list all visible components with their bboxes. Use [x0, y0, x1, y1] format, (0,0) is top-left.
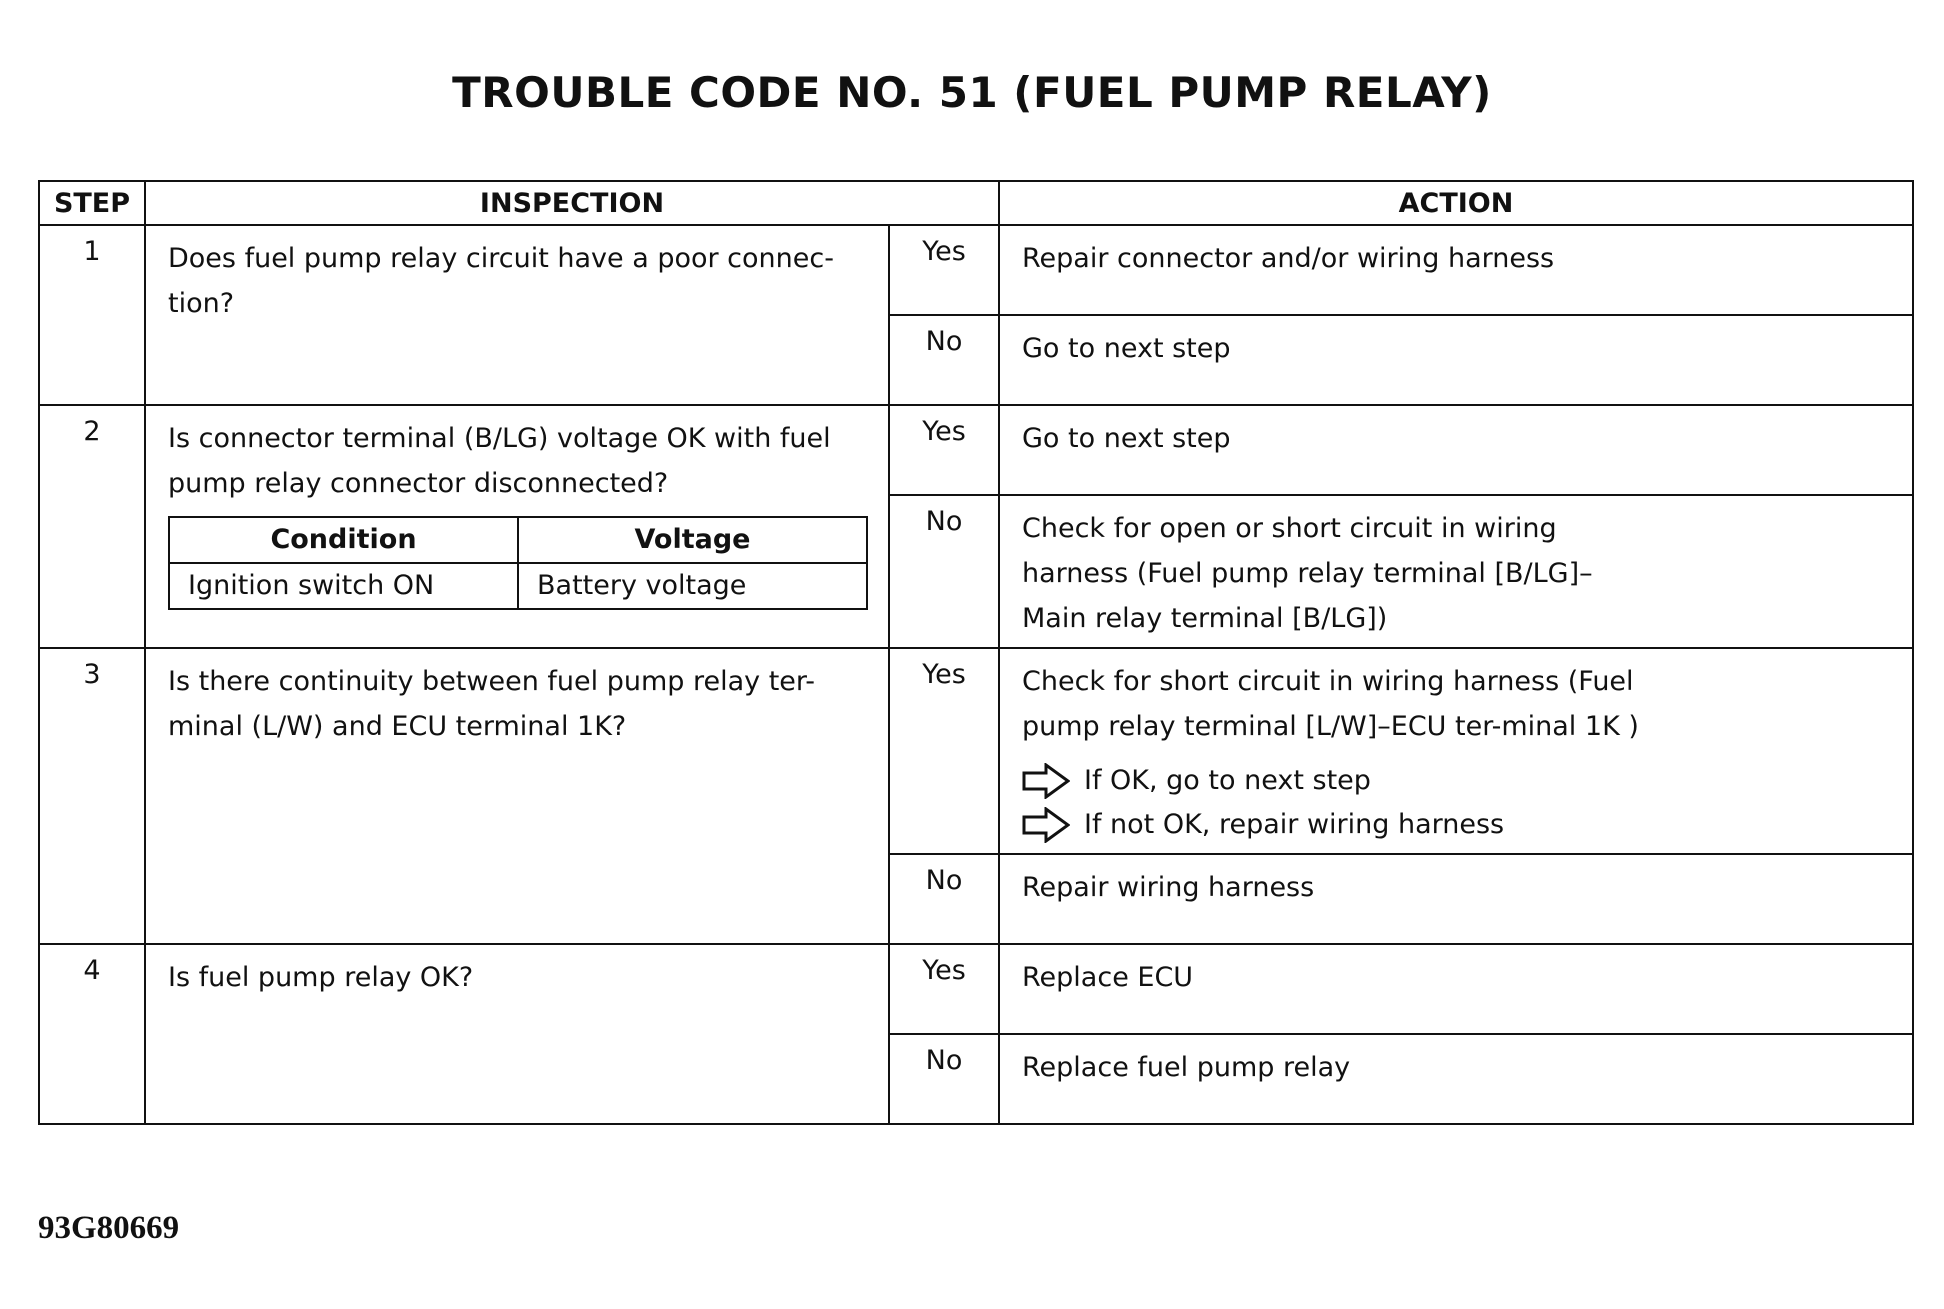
no-action: Replace fuel pump relay — [999, 1034, 1913, 1124]
condition-header: Condition — [169, 517, 518, 563]
header-action: ACTION — [999, 181, 1913, 225]
voltage-value: Battery voltage — [518, 563, 867, 609]
header-step: STEP — [39, 181, 145, 225]
yes-action-text: Check for short circuit in wiring harness (Fuel pump relay terminal [L/W]–ECU ter-minal 1K ) — [1022, 666, 1639, 742]
trouble-code-table — [38, 180, 1914, 1125]
condition-value: Ignition switch ON — [169, 563, 518, 609]
no-label: No — [889, 1034, 999, 1124]
no-action: Go to next step — [999, 315, 1913, 405]
page-title: TROUBLE CODE NO. 51 (FUEL PUMP RELAY) — [452, 68, 1492, 117]
condition-table — [168, 516, 868, 610]
inspection-question-text: Is connector terminal (B/LG) voltage OK with fuel pump relay connector disconnected? — [168, 423, 831, 499]
arrow-line-ok — [1022, 759, 1894, 803]
yes-action: Replace ECU — [999, 944, 1913, 1034]
no-action-text: Check for open or short circuit in wiring harness (Fuel pump relay terminal [B/LG]–Main relay terminal [B/LG]) — [1022, 513, 1593, 634]
arrow-text-not-ok: If not OK, repair wiring harness — [1084, 809, 1505, 840]
voltage-header: Voltage — [518, 517, 867, 563]
header-inspection: INSPECTION — [145, 181, 999, 225]
table-row — [39, 944, 1913, 1034]
yes-label: Yes — [889, 405, 999, 495]
no-label: No — [889, 495, 999, 648]
no-action — [999, 495, 1913, 648]
yes-action — [999, 648, 1913, 854]
table-row — [39, 405, 1913, 495]
yes-action: Go to next step — [999, 405, 1913, 495]
inspection-question: Is there continuity between fuel pump relay ter-minal (L/W) and ECU terminal 1K? — [145, 648, 889, 944]
inspection-question: Does fuel pump relay circuit have a poor connec-tion? — [145, 225, 889, 405]
table-row — [39, 225, 1913, 315]
table-row — [39, 648, 1913, 854]
arrow-text-ok: If OK, go to next step — [1084, 765, 1371, 796]
step-number: 4 — [39, 944, 145, 1124]
yes-label: Yes — [889, 944, 999, 1034]
step-number: 2 — [39, 405, 145, 648]
yes-label: Yes — [889, 648, 999, 854]
figure-id: 93G80669 — [38, 1210, 180, 1246]
hollow-right-arrow-icon — [1022, 763, 1070, 799]
no-action: Repair wiring harness — [999, 854, 1913, 944]
table-header-row — [39, 181, 1913, 225]
no-label: No — [889, 854, 999, 944]
step-number: 3 — [39, 648, 145, 944]
inspection-question — [145, 405, 889, 648]
step-number: 1 — [39, 225, 145, 405]
inspection-question: Is fuel pump relay OK? — [145, 944, 889, 1124]
yes-label: Yes — [889, 225, 999, 315]
hollow-right-arrow-icon — [1022, 807, 1070, 843]
arrow-line-not-ok — [1022, 803, 1894, 847]
no-label: No — [889, 315, 999, 405]
yes-action: Repair connector and/or wiring harness — [999, 225, 1913, 315]
